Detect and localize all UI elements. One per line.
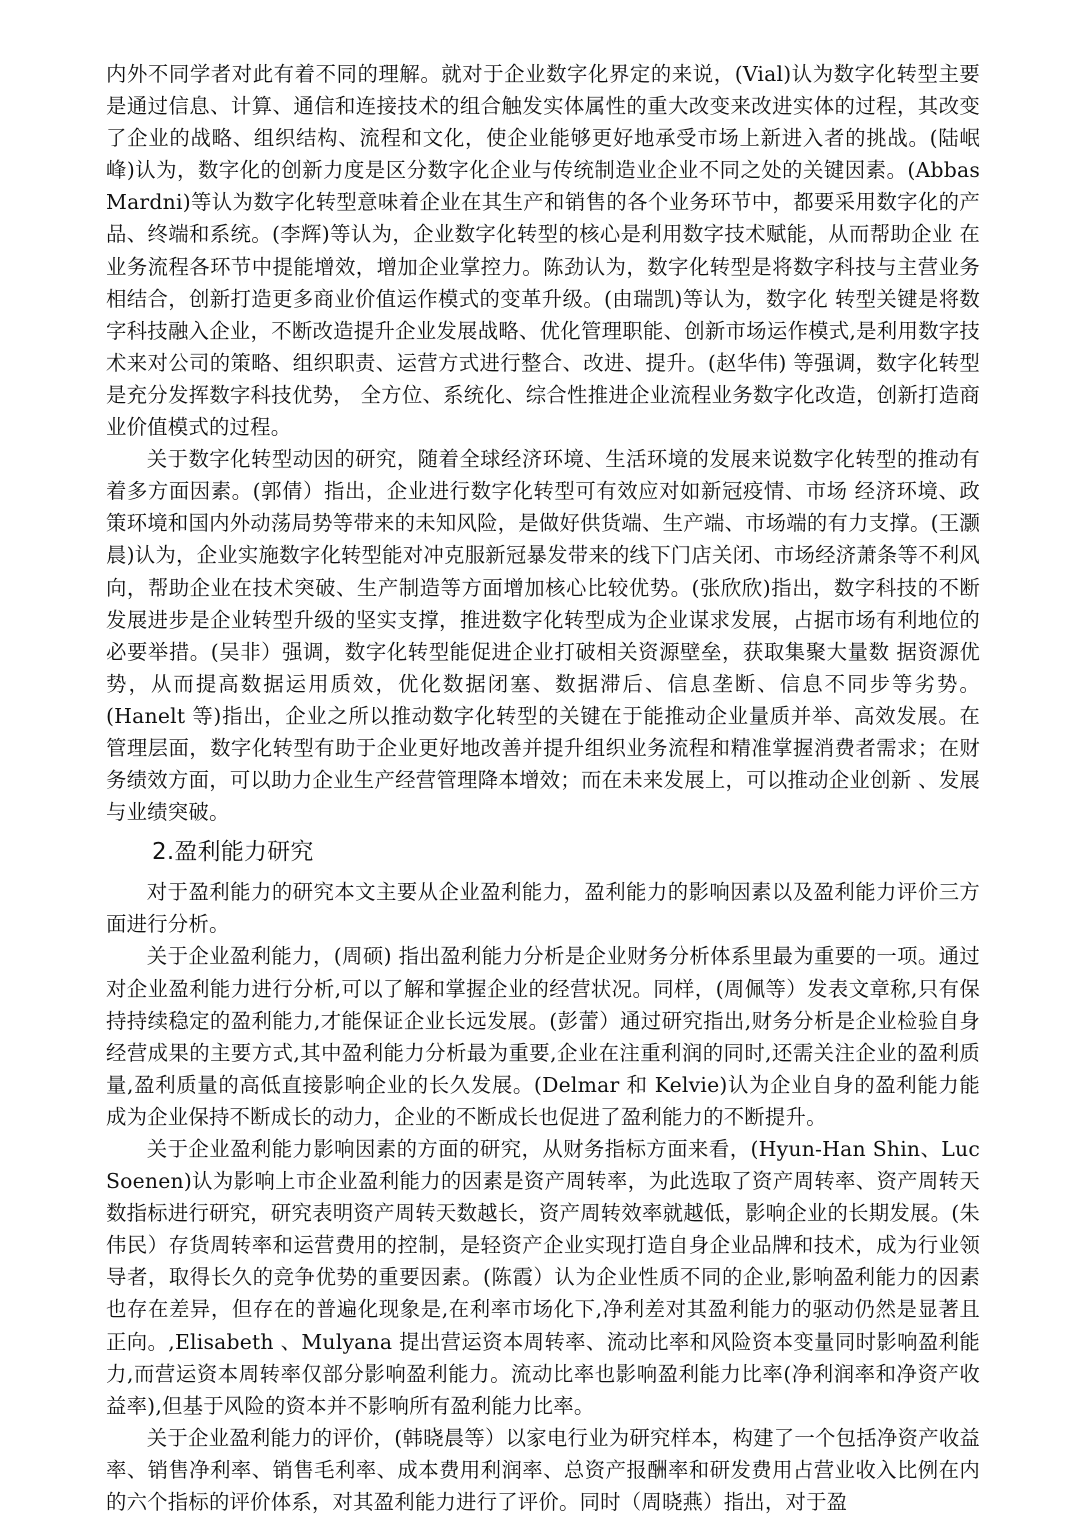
section-heading: 2.盈利能力研究 — [152, 839, 314, 866]
paragraph-profitability-ability: 关于企业盈利能力，(周硕) 指出盈利能力分析是企业财务分析体系里最为重要的一项。通过对企业盈利能力进行分析,可以了解和掌握企业的经营状况。同样，(周佩等）发表文章称,只有保持持续稳定的盈利能力,才能保证企业长远发展。(彭蕾）通过研究指出,财务分析是企业检验自身经营成果的主要方式,其中盈利能力分析最为重要,企业在注重利润的同时,还需关注企业的盈利质量,盈利质量的高低直接影响企业的长久发展。(Delmar 和 Kelvie)认为企业自身的盈利能力能成为企业保持不断成长的动力，企业的不断成长也促进了盈利能力的不断提升。 — [106, 944, 980, 1129]
paragraph-profitability-evaluation: 关于企业盈利能力的评价，(韩晓晨等）以家电行业为研究样本，构建了一个包括净资产收益率、销售净利率、销售毛利率、成本费用利润率、总资产报酬率和研发费用占营业收入比例在内的六个指标的评价体系，对其盈利能力进行了评价。同时（周晓燕）指出，对于盈 — [106, 1425, 980, 1515]
paragraph-profitability-factors: 关于企业盈利能力影响因素的方面的研究，从财务指标方面来看，(Hyun-Han Shin、Luc Soenen)认为影响上市企业盈利能力的因素是资产周转率，为此选取了资产周转率、资产周转天数指标进行研究，研究表明资产周转天数越长，资产周转效率就越低，影响企业的长期发展。(朱伟民）存货周转率和运营费用的控制，是轻资产企业实现打造自身企业品牌和技术，成为行业领导者，取得长久的竞争优势的重要因素。(陈霞）认为企业性质不同的企业,影响盈利能力的因素也存在差异，但存在的普遍化现象是,在利率市场化下,净利差对其盈利能力的驱动仍然是显著且正向。,Elisabeth 、Mulyana 提出营运资本周转率、流动比率和风险资本变量同时影响盈利能力,而营运资本周转率仅部分影响盈利能力。流动比率也影响盈利能力比率(净利润率和净资产收益率),但基于风险的资本并不影响所有盈利能力比率。 — [106, 1137, 980, 1418]
paragraph-digital-definition: 内外不同学者对此有着不同的理解。就对于企业数字化界定的来说，(Vial)认为数字化转型主要是通过信息、计算、通信和连接技术的组合触发实体属性的重大改变来改进实体的过程，其改变了企业的战略、组织结构、流程和文化，使企业能够更好地承受市场上新进入者的挑战。(陆岷峰)认为，数字化的创新力度是区分数字化企业与传统制造业企业不同之处的关键因素。(Abbas Mardni)等认为数字化转型意味着企业在其生产和销售的各个业务环节中，都要采用数字化的产品、终端和系统。(李辉)等认为，企业数字化转型的核心是利用数字技术赋能，从而帮助企业 在业务流程各环节中提能增效，增加企业掌控力。陈劲认为，数字化转型是将数字科技与主营业务相结合，创新打造更多商业价值运作模式的变革升级。(由瑞凯)等认为，数字化 转型关键是将数字科技融入企业，不断改造提升企业发展战略、优化管理职能、创新市场运作模式,是利用数字技术来对公司的策略、组织职责、运营方式进行整合、改进、提升。(赵华伟) 等强调，数字化转型是充分发挥数字科技优势， 全方位、系统化、综合性推进企业流程业务数字化改造，创新打造商业价值模式的过程。 — [106, 62, 980, 440]
paragraph-profitability-intro: 对于盈利能力的研究本文主要从企业盈利能力，盈利能力的影响因素以及盈利能力评价三方面进行分析。 — [106, 880, 980, 937]
paragraph-digital-motivation: 关于数字化转型动因的研究，随着全球经济环境、生活环境的发展来说数字化转型的推动有着多方面因素。(郭倩）指出，企业进行数字化转型可有效应对如新冠疫情、市场 经济环境、政策环境和国内外动荡局势等带来的未知风险，是做好供货端、生产端、市场端的有力支撑。(王灏晨)认为，企业实施数字化转型能对冲克服新冠暴发带来的线下门店关闭、市场经济萧条等不利风向，帮助企业在技术突破、生产制造等方面增加核心比较优势。(张欣欣)指出，数字科技的不断发展进步是企业转型升级的坚实支撑，推进数字化转型成为企业谋求发展，占据市场有利地位的必要举措。(吴非）强调，数字化转型能促进企业打破相关资源壁垒，获取集聚大量数 据资源优势，从而提高数据运用质效，优化数据闭塞、数据滞后、信息垄断、信息不同步等劣势。(Hanelt 等)指出，企业之所以推动数字化转型的关键在于能推动企业量质并举、高效发展。在管理层面，数字化转型有助于企业更好地改善并提升组织业务流程和精准掌握消费者需求；在财务绩效方面，可以助力企业生产经营管理降本增效；而在未来发展上，可以推动企业创新 、发展与业绩突破。 — [106, 447, 980, 825]
document-page — [106, 58, 980, 1518]
